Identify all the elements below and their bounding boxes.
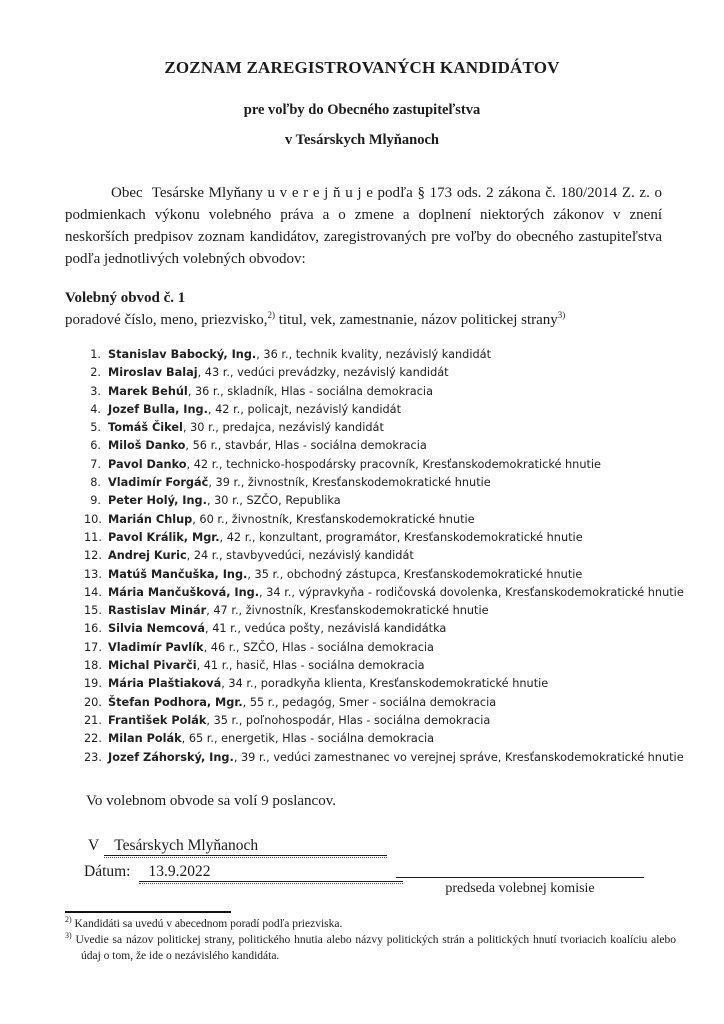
candidate-name: Peter Holý, Ing. — [108, 494, 207, 508]
candidate-number: 23. — [84, 750, 102, 764]
candidate-row — [84, 419, 684, 437]
candidate-details: , 36 r., skladník, Hlas - sociálna demokracia — [187, 384, 433, 398]
candidate-name: Pavol Danko — [108, 457, 187, 471]
candidate-row — [84, 730, 684, 748]
candidate-number: 2. — [90, 366, 101, 380]
footnote-text: Uvedie sa názov politickej strany, politického hnutia alebo názvy politických strán a politických hnutí tvoriacich koalíciu alebo údaj o tom, že ide o nezávislého kandidáta. — [75, 934, 676, 962]
candidate-number: 11. — [84, 530, 102, 544]
footnote-item — [65, 932, 676, 964]
footnote-ref: 2) — [65, 915, 72, 925]
page-title: ZOZNAM ZAREGISTROVANÝCH KANDIDÁTOV — [164, 58, 560, 77]
footnotes — [65, 916, 676, 964]
candidate-details: , 30 r., SZČO, Republika — [206, 494, 341, 508]
footnote-ref: 3) — [65, 931, 72, 941]
footnote-3-reference: 3) — [557, 310, 566, 320]
columns-description-prefix: poradové číslo, meno, priezvisko, — [65, 312, 268, 328]
candidate-row — [84, 657, 684, 675]
candidate-row — [84, 492, 684, 510]
candidate-name: Michal Pivarči — [108, 659, 197, 673]
candidate-row — [84, 639, 684, 657]
candidate-row — [84, 566, 684, 584]
candidate-name: Jozef Bulla, Ing. — [108, 402, 208, 416]
intro-paragraph: Obec Tesárske Mlyňany u v e r e j ň u j e podľa § 173 ods. 2 zákona č. 180/2014 Z. z. o podmienkach výkonu volebného práva a o zmene a doplnení niektorých zákonov v znení neskorších predpisov zoznam kandidátov, zaregistrovaných pre voľby do obecného zastupiteľstva podľa jednotlivých volebných obvodov: — [65, 185, 666, 267]
candidate-name: Vladimír Pavlík — [108, 640, 204, 654]
candidate-text — [108, 383, 433, 401]
candidate-number: 16. — [84, 622, 102, 636]
candidate-name: Stanislav Babocký, Ing. — [108, 348, 257, 361]
candidate-name: Pavol Králik, Mgr. — [108, 530, 220, 544]
candidate-details: , 39 r., živnostník, Kresťanskodemokratické hnutie — [208, 476, 491, 490]
candidate-details: , 47 r., živnostník, Kresťanskodemokratické hnutie — [206, 604, 489, 618]
candidate-row — [84, 401, 684, 419]
candidate-text — [108, 529, 583, 547]
candidate-row — [84, 364, 684, 382]
candidate-text — [108, 712, 490, 730]
candidate-row — [84, 547, 684, 565]
signature-block — [396, 877, 644, 897]
candidate-text — [108, 364, 449, 382]
candidate-name: Jozef Záhorský, Ing. — [108, 750, 234, 764]
candidate-number: 18. — [84, 659, 102, 673]
candidate-details: , 42 r., policajt, nezávislý kandidát — [207, 402, 402, 416]
candidate-row — [84, 383, 684, 401]
candidate-text — [108, 639, 434, 657]
candidate-details: , 56 r., stavbár, Hlas - sociálna demokracia — [185, 439, 427, 453]
candidate-details: , 36 r., technik kvality, nezávislý kandidát — [256, 348, 491, 361]
candidate-details: , 42 r., konzultant, programátor, Kresťanskodemokratické hnutie — [219, 530, 583, 544]
candidate-number: 9. — [90, 494, 101, 508]
candidate-name: Marián Chlup — [108, 512, 193, 526]
candidate-row — [84, 694, 684, 712]
candidate-name: Matúš Mančuška, Ing. — [108, 567, 248, 581]
candidate-text — [108, 474, 491, 492]
candidate-number: 17. — [84, 640, 102, 654]
candidate-details: , 65 r., energetik, Hlas - sociálna demokracia — [181, 732, 435, 746]
candidate-details: , 46 r., SZČO, Hlas - sociálna demokracia — [203, 640, 434, 654]
candidate-text — [108, 675, 548, 693]
footnote-item — [65, 916, 676, 932]
candidate-number: 7. — [90, 457, 101, 471]
place-value: Tesárskych Mlyňanoch — [114, 837, 259, 854]
district-heading: Volebný obvod č. 1 — [65, 290, 186, 306]
candidate-details: , 24 r., stavbyvedúci, nezávislý kandidát — [186, 549, 414, 563]
candidate-details: , 43 r., vedúci prevádzky, nezávislý kandidát — [197, 366, 449, 380]
candidate-row — [84, 346, 684, 364]
candidate-number: 21. — [84, 713, 102, 727]
candidate-details: , 35 r., poľnohospodár, Hlas - sociálna demokracia — [206, 713, 491, 727]
seats-note: Vo volebnom obvode sa volí 9 poslancov. — [86, 793, 336, 809]
candidate-text — [108, 657, 425, 675]
place-label: V — [88, 837, 100, 854]
candidate-row — [84, 749, 684, 767]
candidate-name: Štefan Podhora, Mgr. — [108, 695, 243, 709]
candidate-number: 8. — [90, 476, 101, 490]
candidate-text — [108, 620, 446, 638]
candidate-number: 5. — [90, 421, 101, 435]
candidate-text — [108, 456, 601, 474]
candidate-name: Milan Polák — [108, 732, 182, 746]
date-value: 13.9.2022 — [148, 863, 211, 880]
columns-description — [65, 312, 662, 329]
candidate-number: 19. — [84, 677, 102, 691]
candidate-number: 4. — [90, 402, 101, 416]
candidate-row — [84, 437, 684, 455]
candidate-text — [108, 566, 582, 584]
candidate-number: 6. — [90, 439, 101, 453]
candidate-name: Mária Mančušková, Ing. — [108, 585, 260, 599]
candidate-row — [84, 529, 684, 547]
place-row — [88, 837, 387, 856]
candidate-text — [108, 694, 496, 712]
candidate-number: 1. — [90, 348, 101, 361]
candidate-name: Rastislav Minár — [108, 604, 207, 618]
candidate-name: Andrej Kuric — [108, 549, 187, 563]
candidate-name: Miroslav Balaj — [108, 366, 198, 380]
candidate-text — [108, 584, 684, 602]
candidate-name: František Polák — [108, 713, 207, 727]
candidate-number: 14. — [84, 585, 102, 599]
candidate-row — [84, 620, 684, 638]
candidate-details: , 34 r., poradkyňa klienta, Kresťanskodemokratické hnutie — [221, 677, 549, 691]
candidate-name: Tomáš Čikel — [108, 421, 183, 435]
candidate-number: 3. — [90, 384, 101, 398]
document-subtitle-municipality: v Tesárskych Mlyňanoch — [285, 132, 439, 148]
candidate-text — [108, 730, 434, 748]
signature-label: predseda volebnej komisie — [445, 881, 595, 896]
date-label: Dátum: — [84, 863, 131, 880]
candidate-number: 12. — [84, 549, 102, 563]
candidate-name: Mária Plaštiaková — [108, 677, 222, 691]
candidate-text — [108, 437, 427, 455]
candidate-details: , 42 r., technicko-hospodársky pracovník, Kresťanskodemokratické hnutie — [186, 457, 602, 471]
candidate-text — [108, 419, 384, 437]
document-subtitle-election: pre voľby do Obecného zastupiteľstva — [243, 102, 481, 118]
candidate-details: , 34 r., výpravkyňa - rodičovská dovolenka, Kresťanskodemokratické hnutie — [259, 585, 684, 599]
candidate-name: Marek Behúl — [108, 384, 188, 398]
candidate-number: 20. — [84, 695, 102, 709]
candidate-details: , 35 r., obchodný zástupca, Kresťanskodemokratické hnutie — [247, 567, 583, 581]
candidate-row — [84, 712, 684, 730]
candidate-text — [108, 547, 414, 565]
candidate-text — [108, 401, 401, 419]
candidate-row — [84, 511, 684, 529]
footnote-text: Kandidáti sa uvedú v abecednom poradí podľa priezviska. — [74, 918, 343, 930]
date-row — [84, 863, 403, 882]
candidate-list — [84, 346, 684, 767]
candidate-number: 10. — [84, 512, 102, 526]
candidate-details: , 41 r., hasič, Hlas - sociálna demokracia — [196, 659, 425, 673]
columns-description-middle: titul, vek, zamestnanie, názov politickej strany — [274, 312, 558, 328]
candidate-text — [108, 346, 491, 364]
candidate-text — [108, 602, 489, 620]
place-field — [104, 837, 387, 856]
candidate-name: Silvia Nemcová — [108, 622, 206, 636]
candidate-details: , 41 r., vedúca pošty, nezávislá kandidátka — [205, 622, 447, 636]
candidate-name: Vladimír Forgáč — [108, 476, 209, 490]
candidate-number: 22. — [84, 732, 102, 746]
candidate-details: , 55 r., pedagóg, Smer - sociálna demokracia — [242, 695, 497, 709]
date-field — [139, 863, 403, 882]
candidate-text — [108, 749, 684, 767]
candidate-details: , 30 r., predajca, nezávislý kandidát — [182, 421, 384, 435]
candidate-name: Miloš Danko — [108, 439, 186, 453]
candidate-details: , 39 r., vedúci zamestnanec vo verejnej správe, Kresťanskodemokratické hnutie — [233, 750, 684, 764]
candidate-text — [108, 492, 341, 510]
candidate-row — [84, 474, 684, 492]
footnote-separator — [65, 911, 231, 913]
candidate-row — [84, 584, 684, 602]
candidate-row — [84, 456, 684, 474]
candidate-number: 13. — [84, 567, 102, 581]
candidate-details: , 60 r., živnostník, Kresťanskodemokratické hnutie — [192, 512, 475, 526]
candidate-row — [84, 675, 684, 693]
candidate-row — [84, 602, 684, 620]
candidate-text — [108, 511, 475, 529]
candidate-number: 15. — [84, 604, 102, 618]
footnote-2-reference: 2) — [267, 310, 275, 320]
